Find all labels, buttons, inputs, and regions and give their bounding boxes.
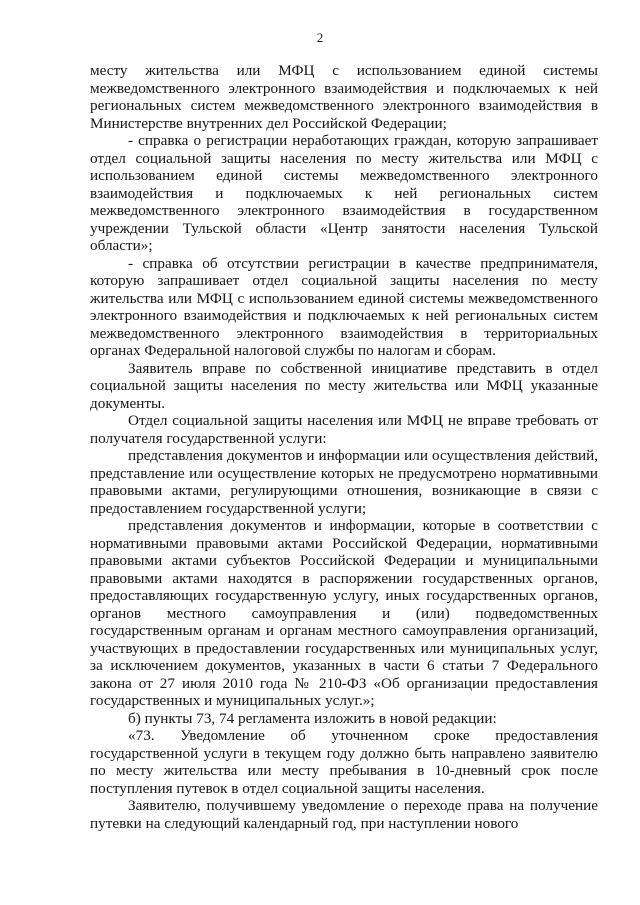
paragraph-5: Отдел социальной защиты населения или МФЦ не вправе требовать от получателя государственной услуги: xyxy=(90,412,598,447)
paragraph-8: б) пункты 73, 74 регламента изложить в новой редакции: xyxy=(128,709,497,727)
paragraph-9: «73. Уведомление об уточненном сроке предоставления государственной услуги в текущем году должно быть направлено заявителю по месту жительства или месту пребывания в 10-дневный срок после поступления путевок в отдел социальной защиты населения. xyxy=(90,727,598,797)
paragraph-4: Заявитель вправе по собственной инициативе представить в отдел социальной защиты населения по месту жительства или МФЦ указанные документы. xyxy=(90,359,598,412)
paragraph-10: Заявителю, получившему уведомление о переходе права на получение путевки на следующий календарный год, при наступлении нового xyxy=(90,797,598,832)
paragraph-2: - справка о регистрации неработающих граждан, которую запрашивает отдел социальной защиты населения по месту жительства или МФЦ с использованием единой системы межведомственного электронного взаимодействия и подключаемых к ней региональных систем межведомственного электронного взаимодействия в государственном учреждении Тульской области «Центр занятости населения Тульской области»; xyxy=(90,132,598,254)
paragraph-7: представления документов и информации, которые в соответствии с нормативными правовыми актами Российской Федерации, нормативными правовыми актами субъектов Российской Федерации и муниципальными правовыми актами находятся в распоряжении государственных органов, предоставляющих государственную услугу, иных государственных органов, органов местного самоуправления и (или) подведомственных государственным органам и органам местного самоуправления организаций, участвующих в предоставлении государственных или муниципальных услуг, за исключением документов, указанных в части 6 статьи 7 Федерального закона от 27 июля 2010 года № 210-ФЗ «Об организации предоставления государственных и муниципальных услуг.»; xyxy=(90,517,598,709)
paragraph-3: - справка об отсутствии регистрации в качестве предпринимателя, которую запрашивает отдел социальной защиты населения по месту жительства или МФЦ с использованием единой системы межведомственного электронного взаимодействия и подключаемых к ней региональных систем межведомственного электронного взаимодействия в территориальных органах Федеральной налоговой службы по налогам и сборам. xyxy=(90,254,598,359)
document-body xyxy=(90,62,598,832)
paragraph-1: месту жительства или МФЦ с использованием единой системы межведомственного электронного взаимодействия и подключаемых к ней региональных систем межведомственного электронного взаимодействия в Министерстве внутренних дел Российской Федерации; xyxy=(90,62,598,132)
paragraph-6: представления документов и информации или осуществления действий, представление или осуществление которых не предусмотрено нормативными правовыми актами, регулирующими отношения, возникающие в связи с предоставлением государственной услуги; xyxy=(90,447,598,517)
page-number: 2 xyxy=(316,30,324,45)
